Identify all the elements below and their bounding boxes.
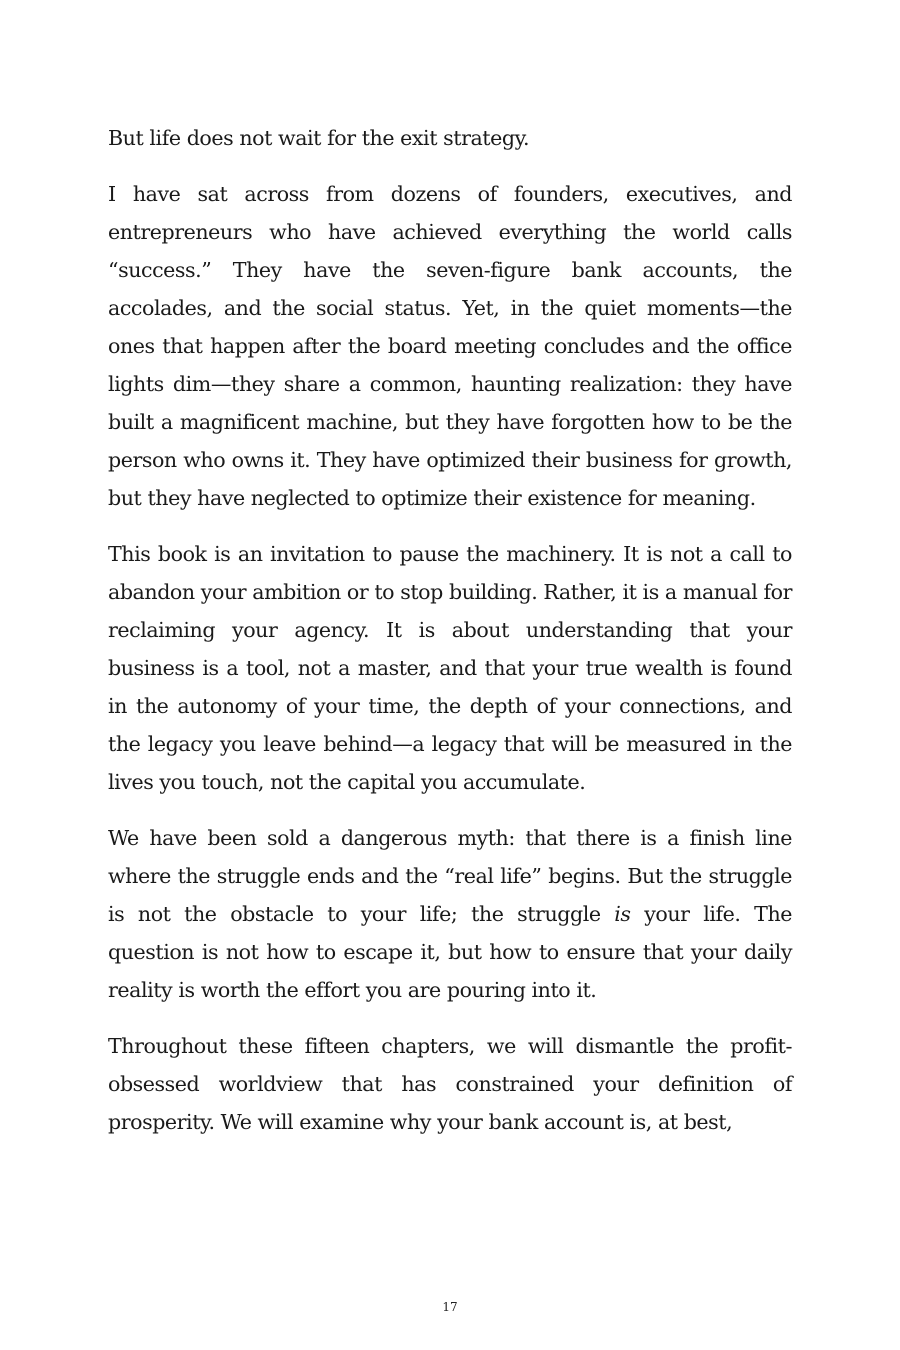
- paragraph-4: [108, 819, 792, 1009]
- paragraph-4-text-before: We have been sold a dangerous myth: that there is a finish line where the struggle ends and the “real life” begins. But the struggle is not the obstacle to your life; the struggle: [108, 826, 792, 926]
- paragraph-4-text-after: your life. The question is not how to escape it, but how to ensure that your daily reality is worth the effort you are pouring into it.: [108, 902, 792, 1002]
- paragraph-1: But life does not wait for the exit strategy.: [108, 126, 530, 150]
- paragraph-3: This book is an invitation to pause the machinery. It is not a call to abandon your ambition or to stop building. Rather, it is a manual for reclaiming your agency. It is about understanding that your business is a tool, not a master, and that your true wealth is found in the autonomy of your time, the depth of your connections, and the legacy you leave behind—a legacy that will be measured in the lives you touch, not the capital you accumulate.: [108, 542, 792, 794]
- paragraph-4-emphasis: is: [614, 902, 631, 926]
- page-body: [108, 119, 792, 1159]
- paragraph-5: Throughout these fifteen chapters, we will dismantle the profit-obsessed worldview that has constrained your definition of prosperity. We will examine why your bank account is, at best,: [108, 1034, 792, 1134]
- page-number: 17: [442, 1300, 458, 1314]
- paragraph-2: I have sat across from dozens of founders, executives, and entrepreneurs who have achieved everything the world calls “success.” They have the seven-figure bank accounts, the accolades, and the social status. Yet, in the quiet moments—the ones that happen after the board meeting concludes and the office lights dim—they share a common, haunting realization: they have built a magnificent machine, but they have forgotten how to be the person who owns it. They have optimized their business for growth, but they have neglected to optimize their existence for meaning.: [108, 182, 792, 510]
